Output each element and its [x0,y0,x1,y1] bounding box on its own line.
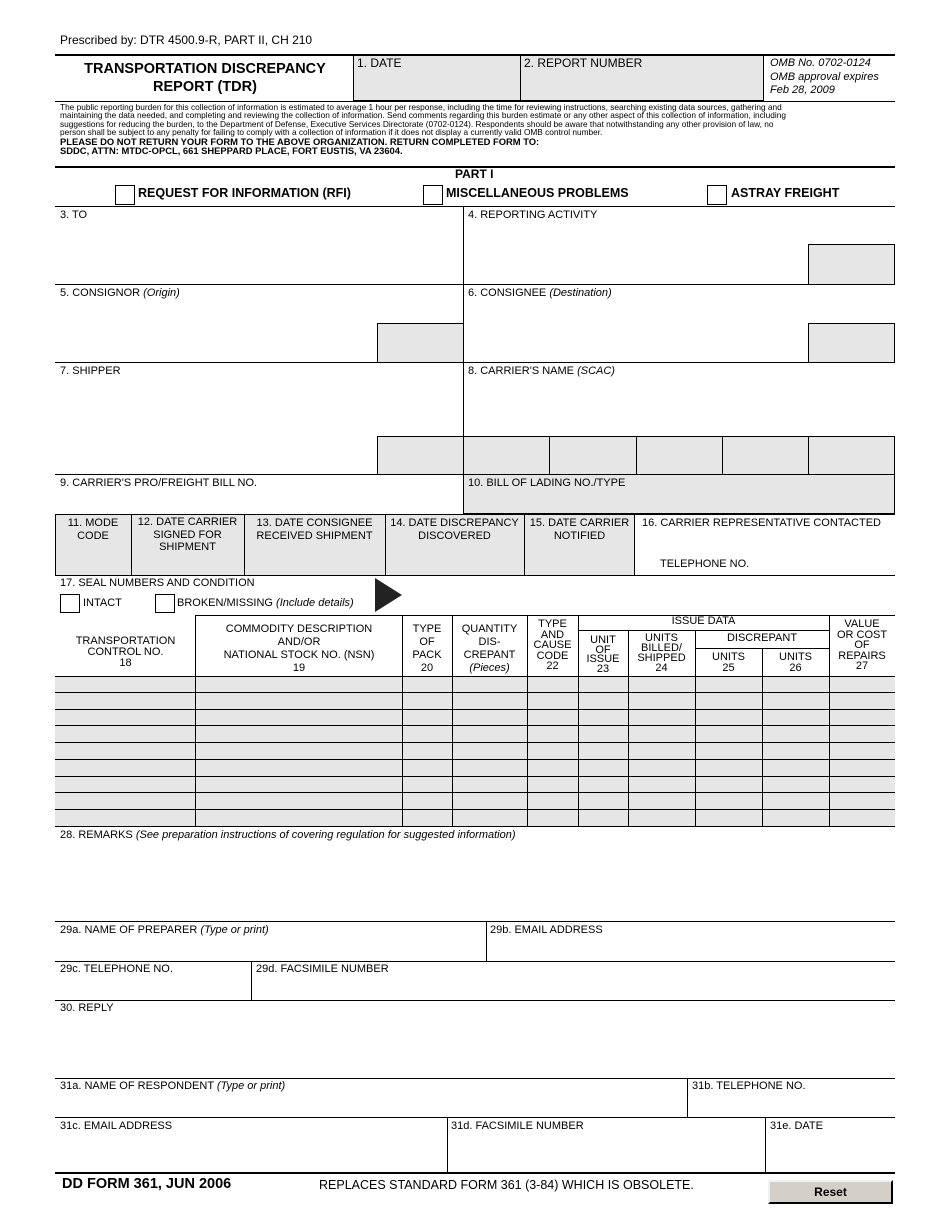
burden-line: suggestions for reducing the burden, to the Department of Defense, Executive Services Directorate (0702-0124). Respondents should be aware that notwithstanding any other provision of law, no [60,118,774,129]
col-24-line: 24 [655,662,668,674]
respondent-name-note: (Type or print) [216,1080,286,1092]
report-number-input[interactable] [523,72,761,99]
col-18-line: TRANSPORTATION [75,635,176,647]
carrier-name-note: (SCAC) [577,365,615,377]
col-20-line: PACK [412,649,442,661]
col-23-line: OF [595,643,611,656]
date-carrier-signed-label [131,516,244,554]
preparer-name-label [60,924,269,937]
form-title [60,60,350,96]
col-25-line: UNITS [712,651,745,663]
reply-input[interactable] [58,1017,892,1076]
consignee-label-text: 6. CONSIGNEE [468,287,547,299]
col-27-line: OR COST [836,628,888,641]
astray-freight-checkbox[interactable] [707,185,727,205]
pro-bill-input[interactable] [58,492,460,512]
col-25-line: 25 [722,662,735,674]
date-discrepancy-line: DISCOVERED [418,530,491,542]
burden-line: maintaining the data needed, and completing and reviewing the collection of information. Send comments regarding this burden estimate or any other aspect of this collection of information, including [60,110,786,121]
preparer-phone-input[interactable] [58,978,248,998]
pro-bill-label: 9. CARRIER'S PRO/FREIGHT BILL NO. [60,477,258,489]
respondent-fax-label: 31d. FACSIMILE NUMBER [451,1120,584,1132]
misc-problems-label: MISCELLANEOUS PROBLEMS [446,186,629,200]
report-number-label: 2. REPORT NUMBER [524,56,643,70]
prescribed-by: Prescribed by: DTR 4500.9-R, PART II, CH 210 [60,33,313,47]
consignor-code[interactable] [377,323,464,363]
remarks-label [60,829,516,842]
date-carrier-notified-line: 15. DATE CARRIER [529,517,630,529]
preparer-name-text: 29a. NAME OF PREPARER [60,924,198,936]
col-20-line: OF [419,636,435,648]
form-title-line2: REPORT (TDR) [153,79,257,95]
date-consignee-line: 13. DATE CONSIGNEE [256,517,373,529]
col-24-line: UNITS [645,632,678,644]
date-carrier-signed-line: SHIPMENT [159,541,216,553]
col-19-line: NATIONAL STOCK NO. (NSN) [223,649,375,661]
burden-line: The public reporting burden for this collection of information is estimated to average 1 hour per response, including the time for reviewing instructions, searching existing data sources, gathering and [60,102,782,112]
shipper-label: 7. SHIPPER [60,365,121,377]
to-label: 3. TO [60,209,88,221]
table-row[interactable] [55,693,895,710]
date-input[interactable] [355,72,517,99]
col-20-header [402,623,452,675]
carrier-name-input[interactable] [466,380,892,434]
mode-code-label [55,517,131,543]
preparer-phone-label: 29c. TELEPHONE NO. [60,963,173,975]
issue-data-header: ISSUE DATA [671,615,736,627]
col-24-line: SHIPPED [637,652,686,664]
date-consignee-line: RECEIVED SHIPMENT [256,530,373,542]
preparer-email-input[interactable] [489,939,892,959]
reset-button[interactable]: Reset [768,1180,893,1204]
date-label: 1. DATE [357,56,402,70]
col-19-line: 19 [292,662,306,674]
col-25-header [695,652,762,674]
mode-code-line: CODE [77,530,109,542]
omb-info [770,57,879,98]
col-20-line: 20 [420,662,434,674]
preparer-name-input[interactable] [58,939,483,959]
respondent-date-label: 31e. DATE [770,1120,823,1132]
respondent-name-label [60,1080,285,1093]
misc-problems-checkbox[interactable] [423,185,443,205]
arrow-right-icon [375,578,403,612]
reporting-activity-label: 4. REPORTING ACTIVITY [468,209,598,221]
col-21-header [452,623,527,675]
table-row[interactable] [55,760,895,777]
rfi-checkbox[interactable] [115,185,135,205]
part-one-title: PART I [455,167,494,181]
intact-label: INTACT [83,597,122,609]
consignor-input[interactable] [58,302,374,360]
consignor-note: (Origin) [143,287,180,299]
col-19-line: COMMODITY DESCRIPTION [225,623,373,635]
carrier-name-label [468,365,615,378]
col-27-header [829,619,895,672]
table-row[interactable] [55,743,895,760]
date-carrier-notified-line: NOTIFIED [553,530,606,542]
replaces-note: REPLACES STANDARD FORM 361 (3-84) WHICH IS OBSOLETE. [319,1178,694,1192]
col-27-line: OF [854,639,870,651]
col-19-header [196,623,402,675]
col-22-line: CAUSE [533,639,572,651]
preparer-fax-input[interactable] [254,978,892,998]
broken-missing-text: BROKEN/MISSING [177,597,273,609]
col-21-line: QUANTITY [461,623,518,635]
remarks-label-text: 28. REMARKS [60,829,133,841]
col-26-line: UNITS [779,651,812,663]
table-row[interactable] [55,676,895,693]
carrier-scac-fields[interactable] [463,436,895,475]
respondent-email-input[interactable] [58,1135,444,1171]
broken-missing-label [177,597,354,610]
date-discrepancy-label [385,517,524,543]
col-22-line: 22 [546,660,559,672]
table-row[interactable] [55,810,895,827]
consignor-label-text: 5. CONSIGNOR [60,287,141,299]
col-19-line: AND/OR [277,636,321,648]
respondent-phone-input[interactable] [690,1095,892,1115]
omb-expiry: Feb 28, 2009 [770,84,835,96]
respondent-date-input[interactable] [768,1135,892,1171]
col-23-line: UNIT [590,634,616,646]
consignee-label [468,287,612,300]
to-input[interactable] [58,224,460,282]
return-address: SDDC, ATTN: MTDC-OPCL, 661 SHEPPARD PLACE, FORT EUSTIS, VA 23604. [60,145,403,157]
col-27-line: VALUE [844,618,880,630]
astray-freight-label: ASTRAY FREIGHT [731,186,840,200]
respondent-name-text: 31a. NAME OF RESPONDENT [60,1080,214,1092]
carrier-name-label-text: 8. CARRIER'S NAME [468,365,575,377]
table-row[interactable] [55,793,895,810]
col-23-header [578,636,628,674]
carrier-rep-telephone-label: TELEPHONE NO. [660,558,750,570]
col-22-line: AND [540,628,565,641]
table-row[interactable] [55,777,895,794]
col-27-line: 27 [855,660,869,672]
date-carrier-notified-label [524,517,635,543]
shipper-code[interactable] [377,436,464,475]
respondent-fax-input[interactable] [450,1135,762,1171]
rfi-label: REQUEST FOR INFORMATION (RFI) [138,186,351,200]
col-24-header [628,633,695,673]
col-20-line: TYPE [412,623,442,635]
col-21-line: (Pieces) [469,662,510,674]
col-24-line: BILLED/ [641,642,682,654]
remarks-input[interactable] [58,845,892,919]
date-consignee-label [244,517,385,543]
col-18-line: 18 [119,657,132,669]
consignee-note: (Destination) [549,287,612,299]
omb-approval: OMB approval expires [770,70,879,83]
return-notice: PLEASE DO NOT RETURN YOUR FORM TO THE ABOVE ORGANIZATION. RETURN COMPLETED FORM TO: [60,135,540,147]
burden-line: person shall be subject to any penalty for failing to comply with a collection of information if it does not display a currently valid OMB control number. [60,127,603,138]
col-26-header [762,652,829,674]
col-22-line: CODE [536,649,569,662]
date-discrepancy-line: 14. DATE DISCREPANCY [390,517,519,529]
preparer-email-label: 29b. EMAIL ADDRESS [490,924,603,936]
reporting-activity-code[interactable] [808,244,895,285]
col-23-line: ISSUE [586,653,620,665]
col-22-header [527,619,578,672]
broken-missing-checkbox[interactable] [155,594,175,613]
col-26-line: 26 [789,662,802,674]
reporting-activity-input[interactable] [466,224,806,282]
col-22-line: TYPE [538,618,567,630]
table-row[interactable] [55,710,895,727]
preparer-fax-label: 29d. FACSIMILE NUMBER [256,963,389,975]
broken-missing-note: (Include details) [276,597,354,609]
col-18-line: CONTROL NO. [87,646,164,658]
col-23-line: 23 [596,662,610,675]
omb-number: OMB No. 0702-0124 [770,57,871,69]
col-21-line: DIS- [478,636,501,648]
discrepant-header: DISCREPANT [726,632,798,644]
respondent-email-label: 31c. EMAIL ADDRESS [60,1120,173,1132]
mode-code-line: 11. MODE [67,517,119,529]
reply-label: 30. REPLY [60,1002,114,1014]
seal-label: 17. SEAL NUMBERS AND CONDITION [60,577,255,589]
bill-of-lading-label: 10. BILL OF LADING NO./TYPE [468,477,626,489]
form-title-line1: TRANSPORTATION DISCREPANCY [84,61,326,77]
shipper-input[interactable] [58,380,374,470]
carrier-rep-label: 16. CARRIER REPRESENTATIVE CONTACTED [642,517,881,529]
date-carrier-signed-line: SIGNED FOR [153,528,222,541]
form-id: DD FORM 361, JUN 2006 [62,1176,232,1192]
col-21-line: CREPANT [463,649,516,661]
intact-checkbox[interactable] [60,594,80,613]
respondent-name-input[interactable] [58,1095,684,1115]
consignor-label [60,287,180,300]
respondent-phone-label: 31b. TELEPHONE NO. [692,1080,806,1092]
col-18-header [55,636,196,669]
consignee-input[interactable] [466,302,806,360]
preparer-name-note: (Type or print) [200,924,269,936]
remarks-note: (See preparation instructions of covering regulation for suggested information) [135,829,516,841]
consignee-code[interactable] [808,323,895,363]
table-row[interactable] [55,726,895,743]
burden-statement [60,103,892,155]
date-carrier-signed-line: 12. DATE CARRIER [137,516,238,528]
col-27-line: REPAIRS [838,649,886,662]
